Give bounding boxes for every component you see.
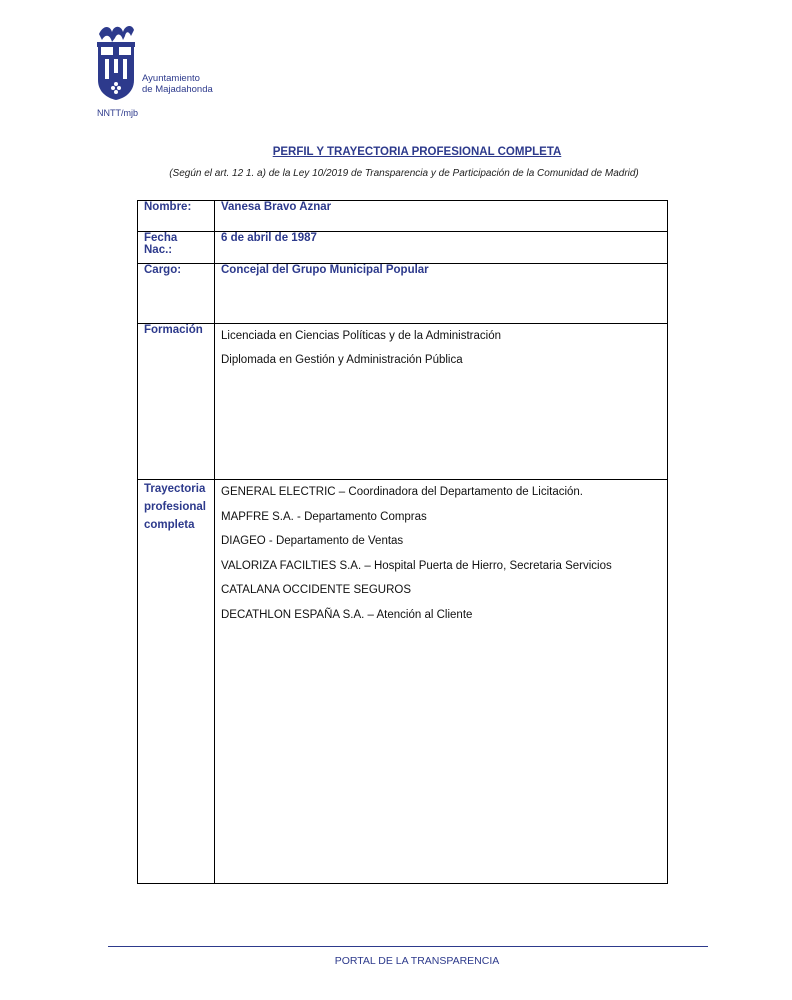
name-value: Vanesa Bravo Aznar [215,201,668,232]
career-label: Trayectoria profesional completa [138,480,215,884]
career-item: GENERAL ELECTRIC – Coordinadora del Departamento de Licitación. [221,486,584,498]
career-item: VALORIZA FACILTIES S.A. – Hospital Puerta de Hierro, Secretaria Servicios [221,559,612,572]
footer-divider [108,946,708,947]
career-item: MAPFRE S.A. - Departamento Compras [221,510,427,523]
name-label: Nombre: [138,201,215,232]
position-row [138,264,668,324]
page-subtitle: (Según el art. 12 1. a) de la Ley 10/2019 de Transparencia y de Participación de la Comunidad de Madrid) [169,168,639,179]
footer-text: PORTAL DE LA TRANSPARENCIA [334,955,500,967]
education-item: Licenciada en Ciencias Políticas y de la Administración [221,330,501,342]
position-value: Concejal del Grupo Municipal Popular [215,264,668,324]
education-item: Diplomada en Gestión y Administración Pública [221,354,463,366]
birth-label: Fecha Nac.: [138,232,215,264]
birth-row [138,232,668,264]
career-row [138,480,668,884]
career-item: CATALANA OCCIDENTE SEGUROS [221,584,411,596]
career-item: DECATHLON ESPAÑA S.A. – Atención al Cliente [221,608,473,621]
career-item: DIAGEO - Departamento de Ventas [221,535,404,547]
position-label: Cargo: [138,264,215,324]
education-list [215,324,668,480]
education-row [138,324,668,480]
document-reference: NNTT/mjb [97,108,138,118]
name-row [138,201,668,232]
profile-table [137,200,668,884]
career-list [215,480,668,884]
page-title: PERFIL Y TRAYECTORIA PROFESIONAL COMPLETA [272,146,562,158]
birth-value: 6 de abril de 1987 [215,232,668,264]
logo-text: Ayuntamiento de Majadahonda [142,73,213,95]
education-label: Formación [138,324,215,480]
